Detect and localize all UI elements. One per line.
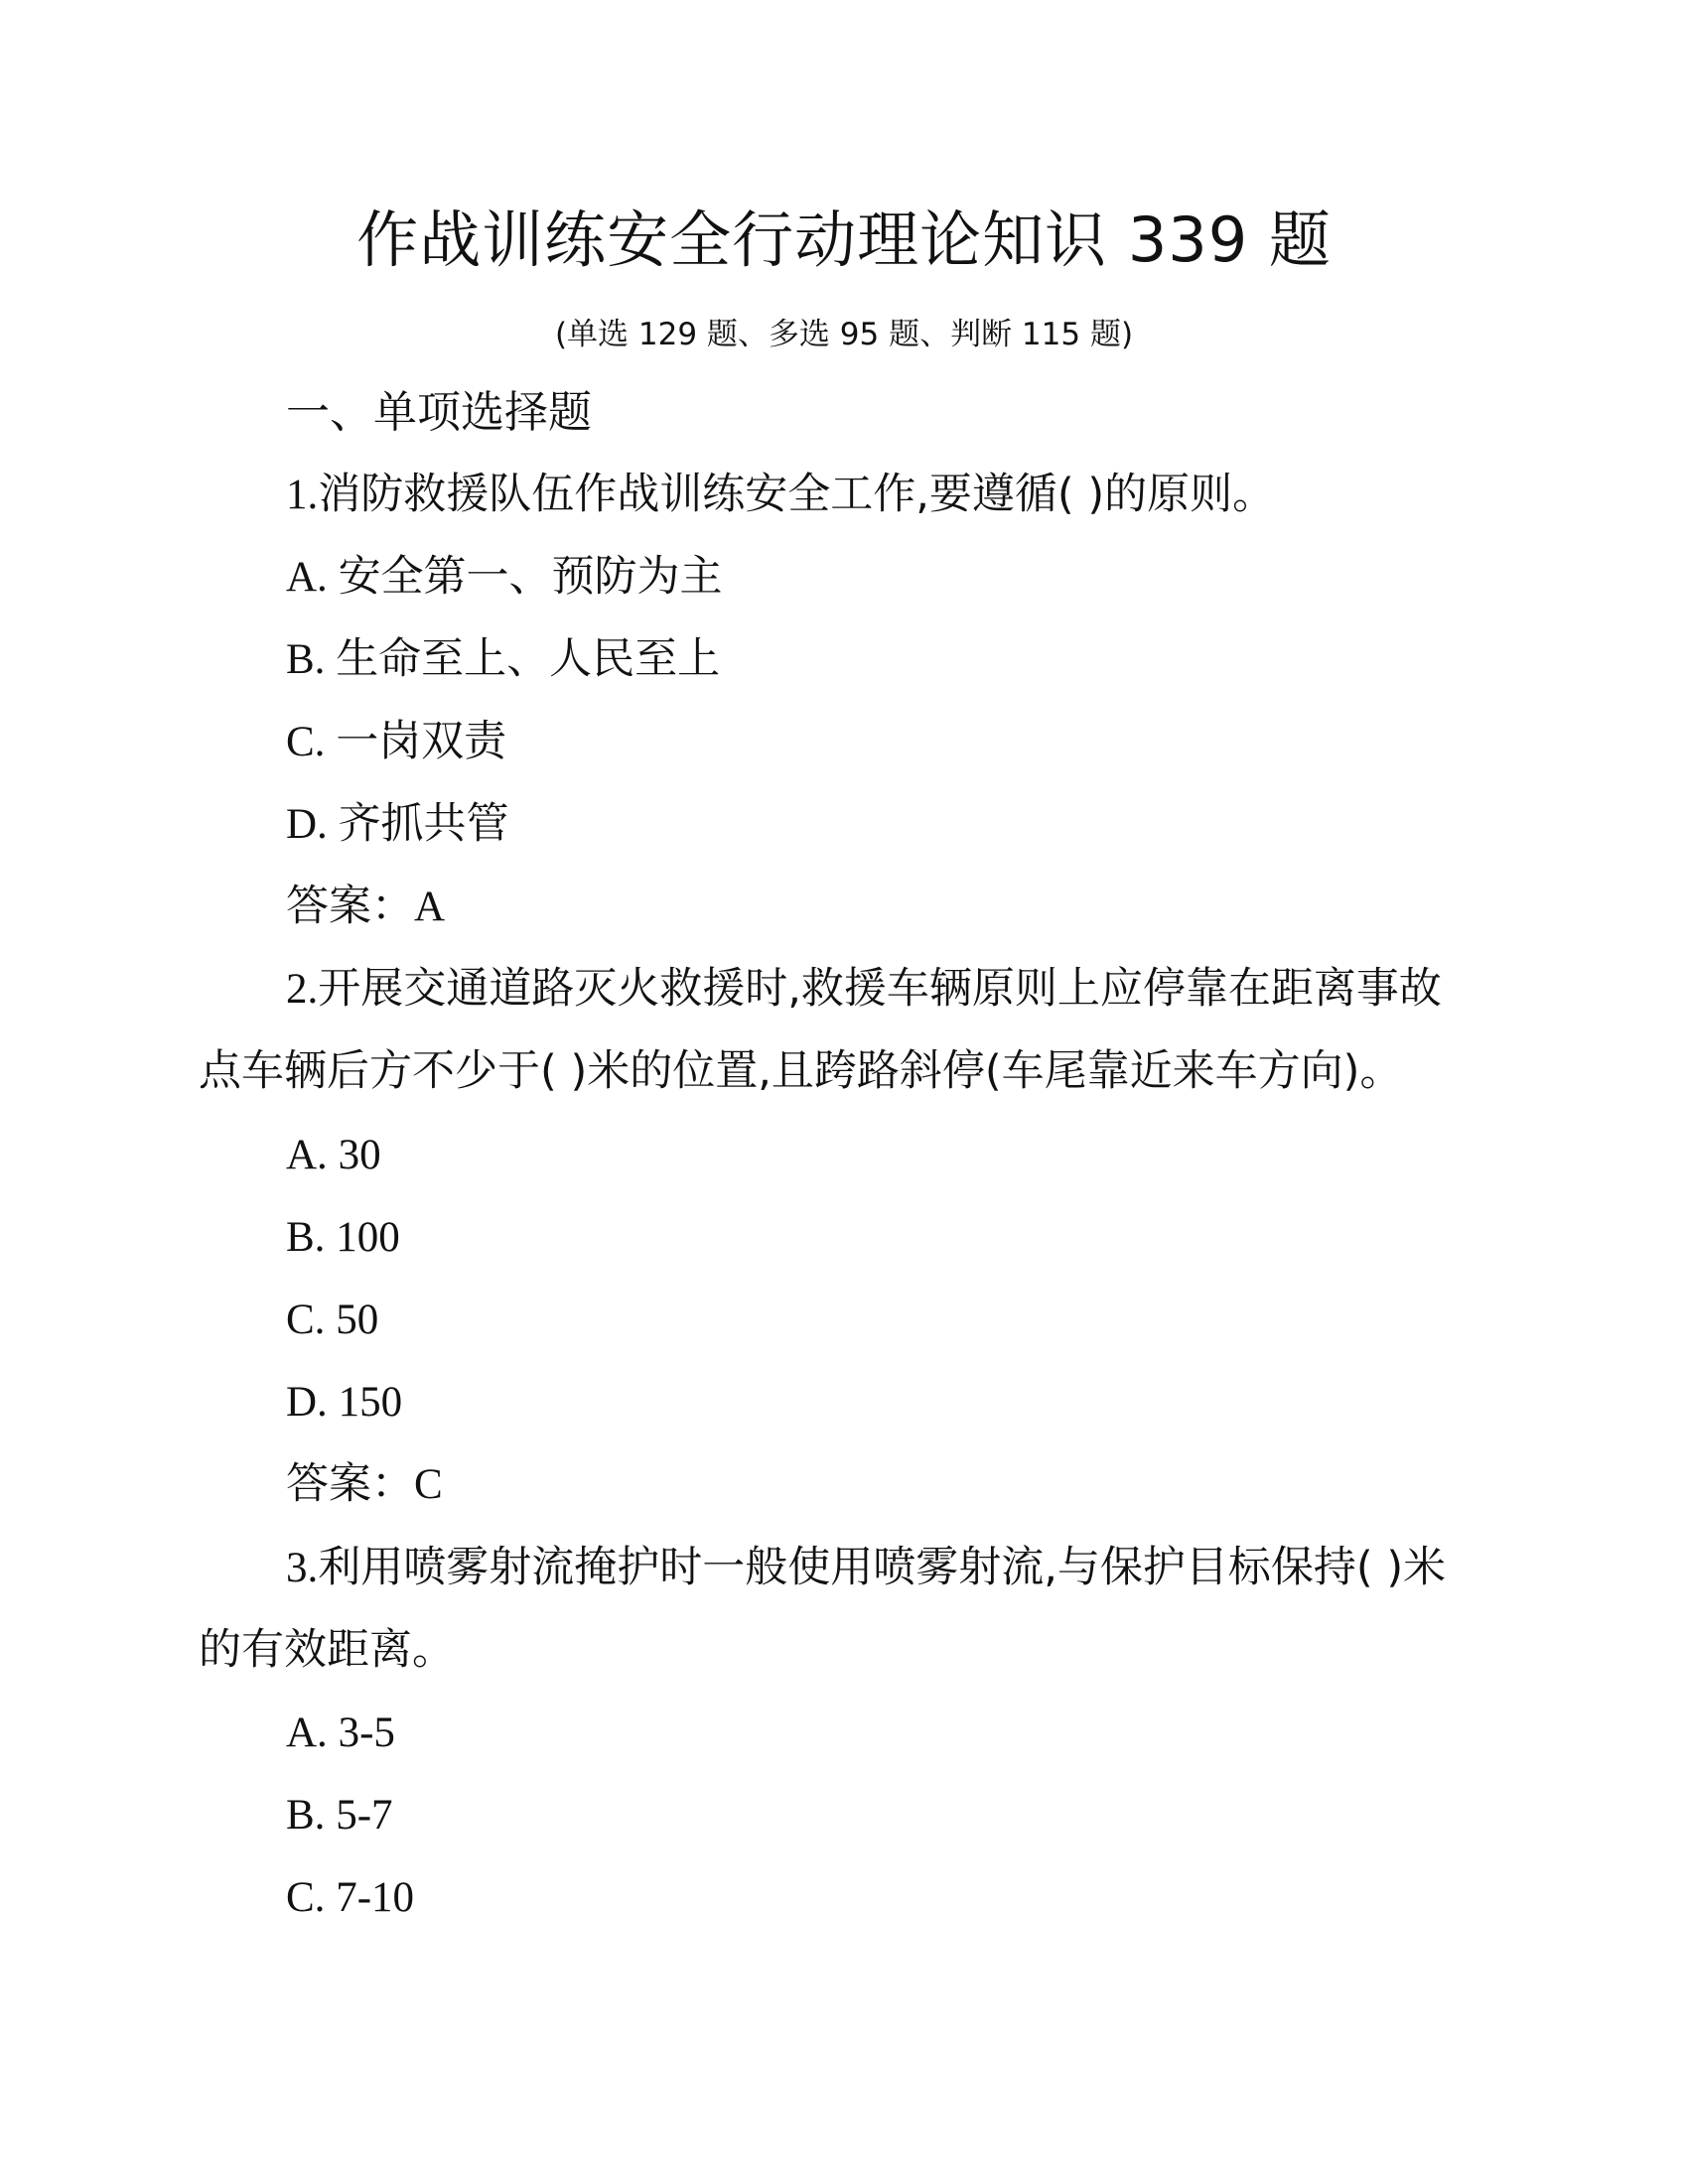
question-2-stem-continued: 点车辆后方不少于( )米的位置,且跨路斜停(车尾靠近来车方向)。 [199,1046,1403,1096]
question-1-option-c [286,712,506,772]
option-letter: A. [286,1132,339,1178]
option-letter: D. [286,801,339,848]
question-3-option-a [286,1703,395,1763]
option-text: 安全第一、预防为主 [338,552,723,602]
question-1-answer [286,877,445,937]
question-3-option-c [286,1867,414,1928]
option-text: 3-5 [338,1709,395,1756]
section-heading: 一、单项选择题 [286,387,592,438]
option-letter: C. [286,1874,337,1921]
question-3-stem [286,1538,1446,1598]
option-letter: C. [286,719,337,765]
option-text: 50 [336,1297,379,1343]
option-letter: B. [286,636,337,683]
option-letter: B. [286,1214,337,1261]
question-3-option-b [286,1785,393,1845]
question-2-answer [286,1454,443,1515]
question-2-option-c [286,1290,378,1350]
question-1-option-d [286,794,509,855]
option-letter: C. [286,1297,337,1343]
question-2-option-d [286,1372,402,1433]
question-2-option-a [286,1125,381,1185]
question-2-option-b [286,1207,400,1268]
option-letter: A. [286,1709,339,1756]
question-3-stem-continued: 的有效距离。 [199,1625,455,1675]
question-1-option-a [286,547,723,608]
question-1-option-b [286,629,720,690]
answer-value: A [414,884,446,930]
option-text: 7-10 [336,1874,415,1921]
option-text: 5-7 [336,1792,393,1839]
question-text: 开展交通道路灭火救援时,救援车辆原则上应停靠在距离事故 [318,964,1442,1014]
question-1-stem [286,465,1275,525]
option-text: 生命至上、人民至上 [336,634,721,684]
document-title: 作战训练安全行动理论知识 339 题 [356,204,1332,276]
question-number: 2. [286,966,319,1013]
option-text: 一岗双责 [336,717,507,766]
document-subtitle: (单选 129 题、多选 95 题、判断 115 题) [554,317,1134,352]
question-number: 1. [286,472,319,518]
answer-label: 答案： [286,1459,414,1509]
question-2-stem [286,959,1442,1020]
option-text: 30 [338,1132,381,1178]
question-text: 消防救援队伍作战训练安全工作,要遵循( )的原则。 [318,470,1276,519]
answer-value: C [414,1461,443,1508]
option-text: 150 [338,1379,403,1426]
option-text: 齐抓共管 [338,799,509,849]
option-letter: D. [286,1379,339,1426]
question-text: 利用喷雾射流掩护时一般使用喷雾射流,与保护目标保持( )米 [318,1543,1447,1592]
option-letter: A. [286,554,339,601]
option-text: 100 [336,1214,400,1261]
answer-label: 答案： [286,882,414,931]
question-number: 3. [286,1545,319,1591]
option-letter: B. [286,1792,337,1839]
